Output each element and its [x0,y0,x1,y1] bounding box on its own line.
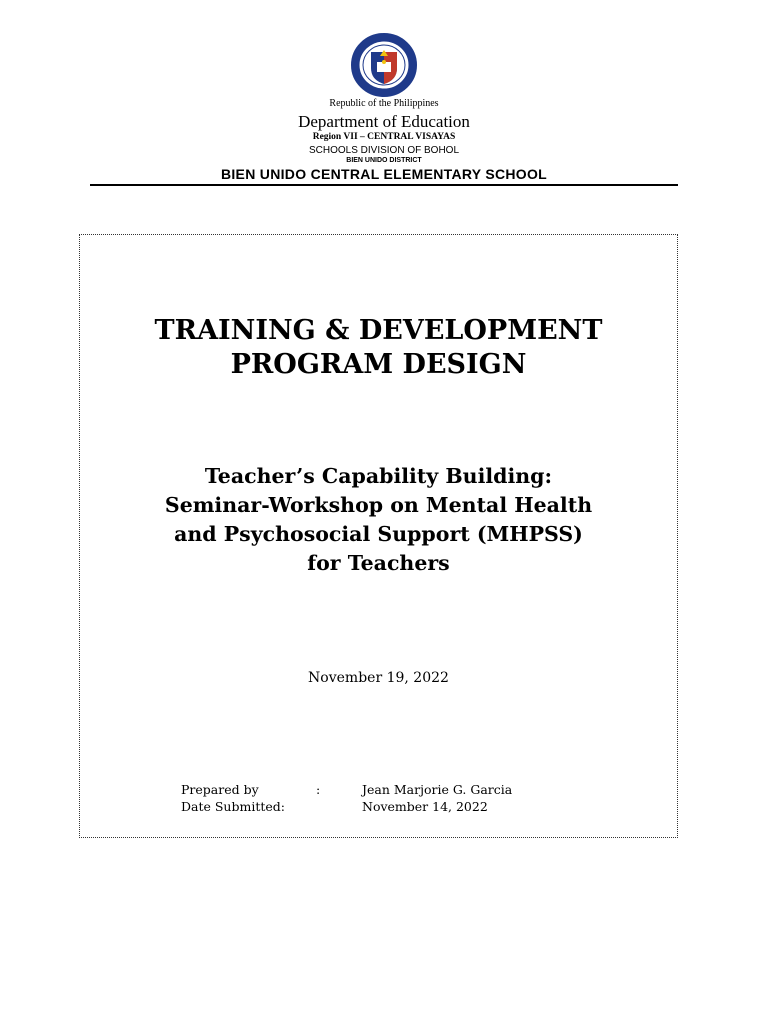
subtitle-line: and Psychosocial Support (MHPSS) [174,522,583,546]
header-divider [90,184,678,186]
event-date: November 19, 2022 [308,670,449,686]
title-line: TRAINING & DEVELOPMENT [154,315,603,346]
prepared-by-colon: : [316,782,321,797]
document-subtitle [79,462,678,578]
district-line: BIEN UNIDO DISTRICT [346,157,422,164]
date-submitted-value: November 14, 2022 [362,799,488,814]
deped-seal-logo [343,32,425,98]
date-submitted-label: Date Submitted: [181,799,285,814]
subtitle-line: Teacher’s Capability Building: [204,464,553,488]
division-line: SCHOOLS DIVISION OF BOHOL [308,145,460,156]
republic-line: Republic of the Philippines [329,98,439,109]
region-line: Region VII – CENTRAL VISAYAS [312,132,456,142]
prepared-by-label: Prepared by [181,782,259,797]
prepared-by-value: Jean Marjorie G. Garcia [362,782,513,797]
school-name: BIEN UNIDO CENTRAL ELEMENTARY SCHOOL [220,166,548,182]
document-title [79,314,678,382]
subtitle-line: Seminar-Workshop on Mental Health [164,493,593,517]
subtitle-line: for Teachers [307,551,450,575]
department-name: Department of Education [298,112,470,131]
title-line: PROGRAM DESIGN [230,349,527,380]
